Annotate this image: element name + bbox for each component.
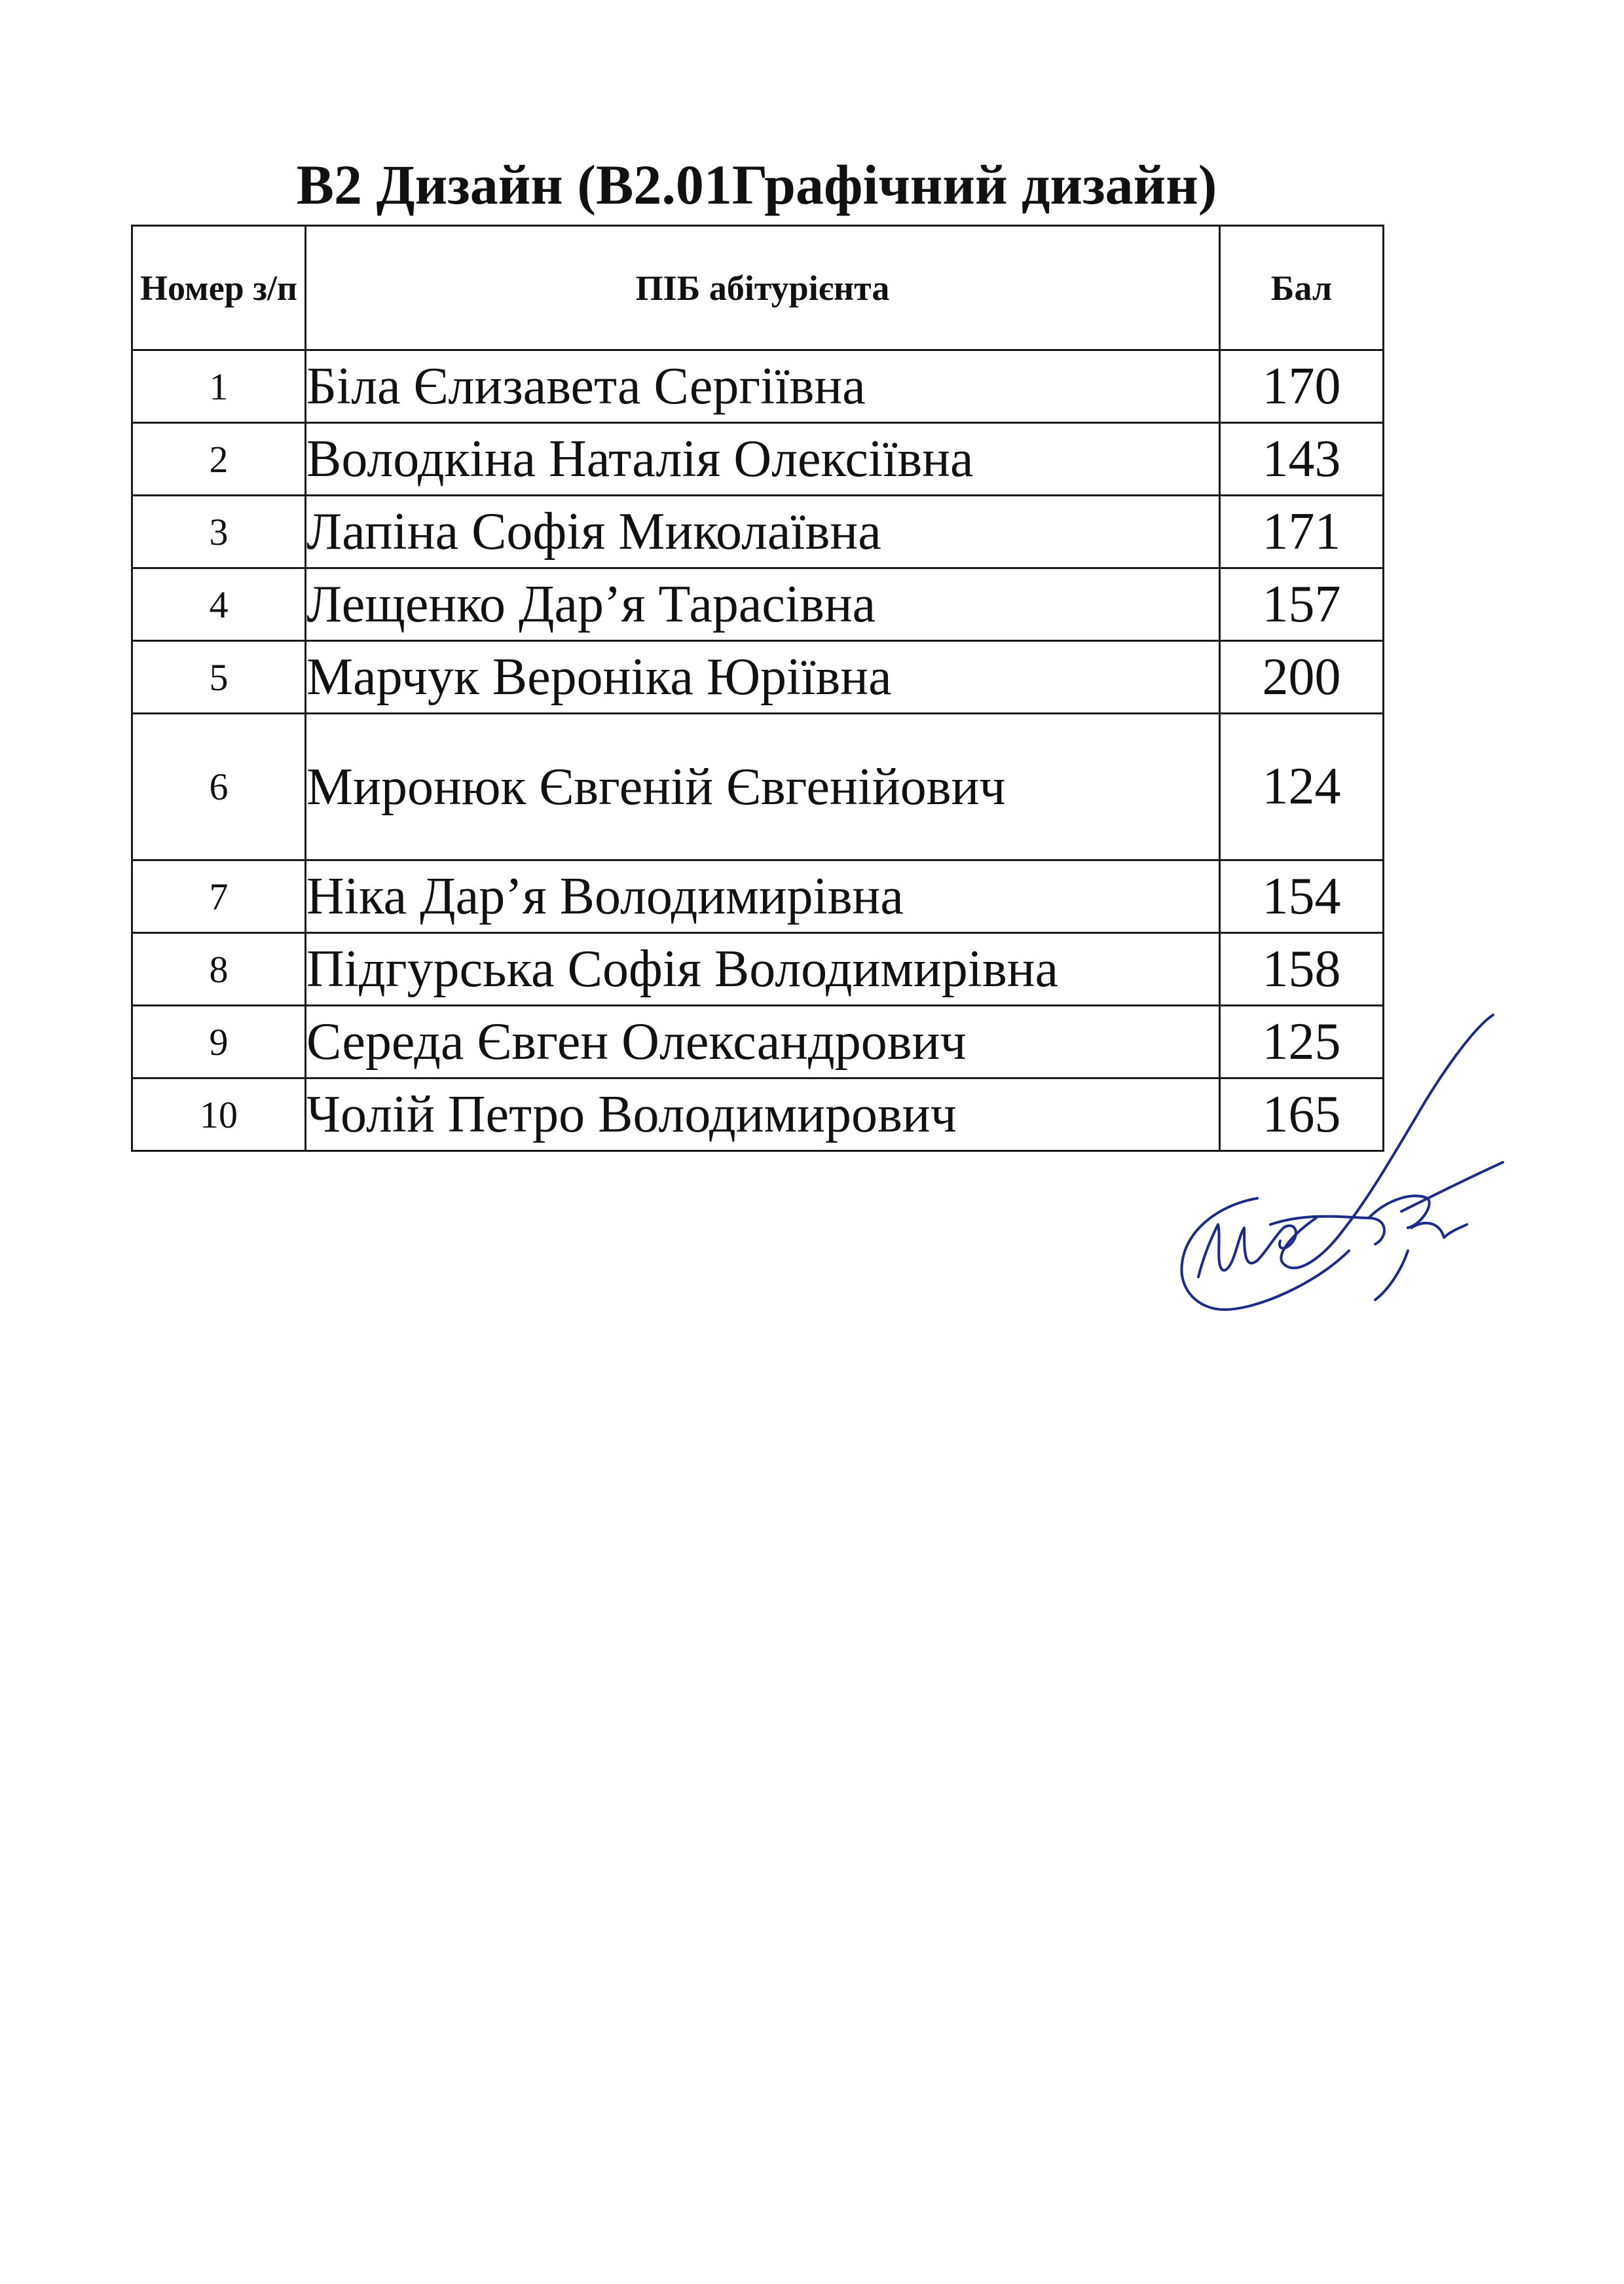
table-row	[132, 933, 1384, 1006]
row-name: Ніка Дар’я Володимирівна	[306, 860, 1220, 933]
row-name: Біла Єлизавета Сергіївна	[306, 350, 1220, 423]
header-number: Номер з/п	[132, 226, 306, 350]
table-header-row	[132, 226, 1384, 350]
row-number: 4	[132, 568, 306, 641]
row-name: Середа Євген Олександрович	[306, 1006, 1220, 1078]
row-name: Підгурська Софія Володимирівна	[306, 933, 1220, 1006]
row-score: 171	[1220, 496, 1384, 568]
table-row	[132, 714, 1384, 860]
row-number: 2	[132, 423, 306, 496]
row-score: 125	[1220, 1006, 1384, 1078]
handwritten-signature-icon	[1153, 1002, 1519, 1342]
table-row	[132, 350, 1384, 423]
row-number: 6	[132, 714, 306, 860]
row-number: 7	[132, 860, 306, 933]
row-number: 9	[132, 1006, 306, 1078]
row-number: 5	[132, 641, 306, 714]
row-score: 124	[1220, 714, 1384, 860]
row-name: Марчук Вероніка Юріївна	[306, 641, 1220, 714]
row-name: Лещенко Дар’я Тарасівна	[306, 568, 1220, 641]
row-score: 158	[1220, 933, 1384, 1006]
row-number: 1	[132, 350, 306, 423]
table-row	[132, 641, 1384, 714]
row-name: Чолій Петро Володимирович	[306, 1078, 1220, 1151]
page-title: В2 Дизайн (В2.01Графічний дизайн)	[296, 153, 1217, 216]
row-name: Лапіна Софія Миколаївна	[306, 496, 1220, 568]
header-score: Бал	[1220, 226, 1384, 350]
row-number: 8	[132, 933, 306, 1006]
row-number: 10	[132, 1078, 306, 1151]
header-name: ПІБ абітурієнта	[306, 226, 1220, 350]
row-score: 143	[1220, 423, 1384, 496]
row-name: Володкіна Наталія Олексіївна	[306, 423, 1220, 496]
table-row	[132, 860, 1384, 933]
row-score: 157	[1220, 568, 1384, 641]
row-score: 154	[1220, 860, 1384, 933]
table-row	[132, 423, 1384, 496]
row-name: Миронюк Євгеній Євгенійович	[306, 714, 1220, 860]
row-number: 3	[132, 496, 306, 568]
table-row	[132, 496, 1384, 568]
row-score: 170	[1220, 350, 1384, 423]
row-score: 200	[1220, 641, 1384, 714]
row-score: 165	[1220, 1078, 1384, 1151]
table-row	[132, 568, 1384, 641]
